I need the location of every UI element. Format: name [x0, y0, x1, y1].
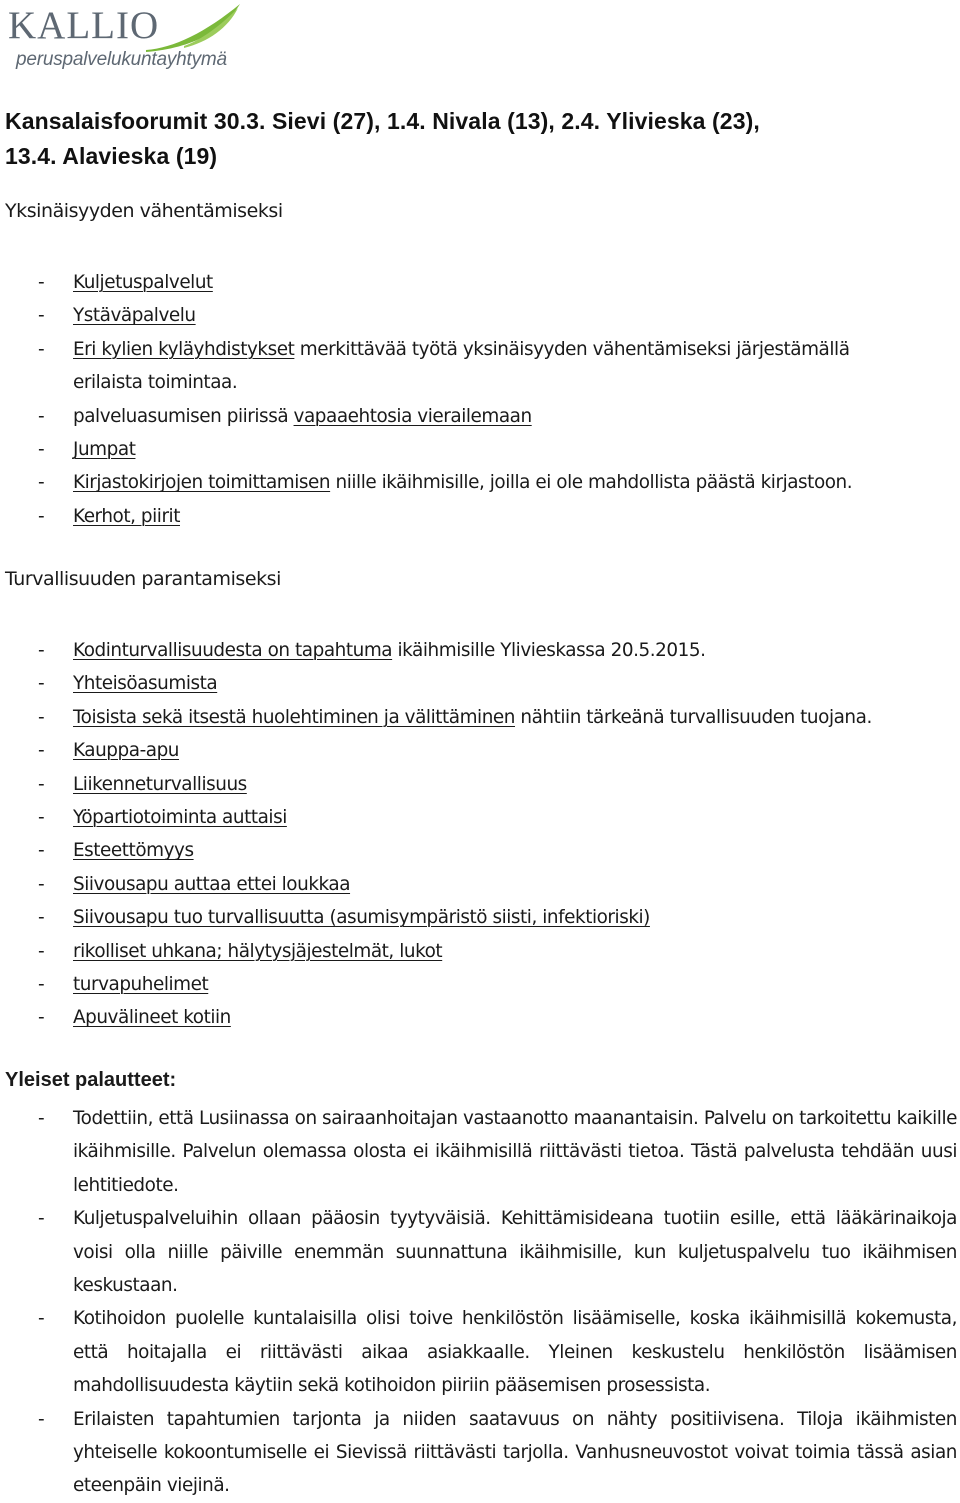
kallio-logo	[4, 0, 240, 80]
title-line-2: 13.4. Alavieska (19)	[5, 143, 218, 169]
leaf-swoosh-icon	[144, 2, 244, 54]
logo-subtitle: peruspalvelukuntayhtymä	[16, 49, 227, 70]
list-item: - palveluasumisen piirissä vapaaehtosia vierailemaan	[38, 405, 532, 427]
page-title	[5, 104, 945, 174]
list-item: - Kuljetuspalveluihin ollaan pääosin tyytyväisiä. Kehittämisideana tuotiin esille, että lääkärinaikoja voisi olla niille päiville enemmän suunnattuna ikäihmisille, kun kuljetuspalvelu tuo ikäihmisen keskustaan.	[38, 1208, 957, 1297]
list-item: - rikolliset uhkana; hälytysjäjestelmät, lukot	[38, 940, 443, 962]
section-heading-general-feedback: Yleiset palautteet:	[5, 1069, 177, 1091]
section-heading-loneliness: Yksinäisyyden vähentämiseksi	[5, 200, 283, 222]
list-item: - Esteettömyys	[38, 840, 194, 862]
list-item: - Liikenneturvallisuus	[38, 773, 247, 795]
list-item: - Todettiin, että Lusiinassa on sairaanhoitajan vastaanotto maanantaisin. Palvelu on tarkoitettu kaikille ikäihmisille. Palvelun olemassa olosta ei ikäihmisillä riittävästi tietoa. Tästä palvelusta tehdään uusi lehtitiedote.	[38, 1108, 957, 1196]
list-item: - Kotihoidon puolelle kuntalaisilla olisi toive henkilöstön lisäämiselle, koska ikäihmisillä kokemusta, että hoitajalla ei riittävästi aikaa asiakkaalle. Yleinen keskustelu henkilöstön lisäämisen mahdollisuudesta käytiin sekä kotihoidon piiriin pääsemisen prosessista.	[38, 1308, 957, 1397]
safety-list	[0, 634, 960, 1035]
list-item: - Apuvälineet kotiin	[38, 1007, 231, 1029]
list-item: - Siivousapu tuo turvallisuutta (asumisympäristö siisti, infektioriski)	[38, 907, 650, 929]
feedback-list	[0, 1102, 960, 1503]
list-item: - Kuljetuspalvelut	[38, 272, 213, 293]
list-item: - Erilaisten tapahtumien tarjonta ja niiden saatavuus on nähty positiivisena. Tiloja ikäihmisten yhteiselle kokoontumiselle ei Sievissä riittävästi tarjolla. Vanhusneuvostot voivat toimia tässä asian eteenpäin viejinä.	[38, 1408, 957, 1497]
list-item: - Ystäväpalvelu	[38, 305, 196, 327]
list-item: - Kauppa-apu	[38, 740, 180, 762]
list-item: - Toisista sekä itsestä huolehtiminen ja välittäminen nähtiin tärkeänä turvallisuuden tuojana.	[38, 706, 872, 728]
list-item: - Siivousapu auttaa ettei loukkaa	[38, 873, 351, 895]
list-item: - Jumpat	[38, 439, 136, 461]
list-item: - Kerhot, piirit	[38, 505, 180, 527]
title-line-1: Kansalaisfoorumit 30.3. Sievi (27), 1.4. Nivala (13), 2.4. Ylivieska (23),	[5, 108, 760, 134]
list-item: - Kirjastokirjojen toimittamisen niille ikäihmisille, joilla ei ole mahdollista päästä kirjastoon.	[38, 472, 853, 494]
list-item: - turvapuhelimet	[38, 974, 209, 996]
list-item: - Eri kylien kyläyhdistykset merkittävää työtä yksinäisyyden vähentämiseksi järjestämällä erilaista toimintaa.	[38, 338, 850, 394]
list-item: - Kodinturvallisuudesta on tapahtuma ikäihmisille Ylivieskassa 20.5.2015.	[38, 640, 706, 661]
list-item: - Yhteisöasumista	[38, 673, 218, 695]
loneliness-list	[0, 266, 960, 533]
section-heading-safety: Turvallisuuden parantamiseksi	[5, 568, 281, 590]
logo-wordmark: KALLIO	[8, 4, 160, 47]
list-item: - Yöpartiotoiminta auttaisi	[38, 807, 287, 829]
